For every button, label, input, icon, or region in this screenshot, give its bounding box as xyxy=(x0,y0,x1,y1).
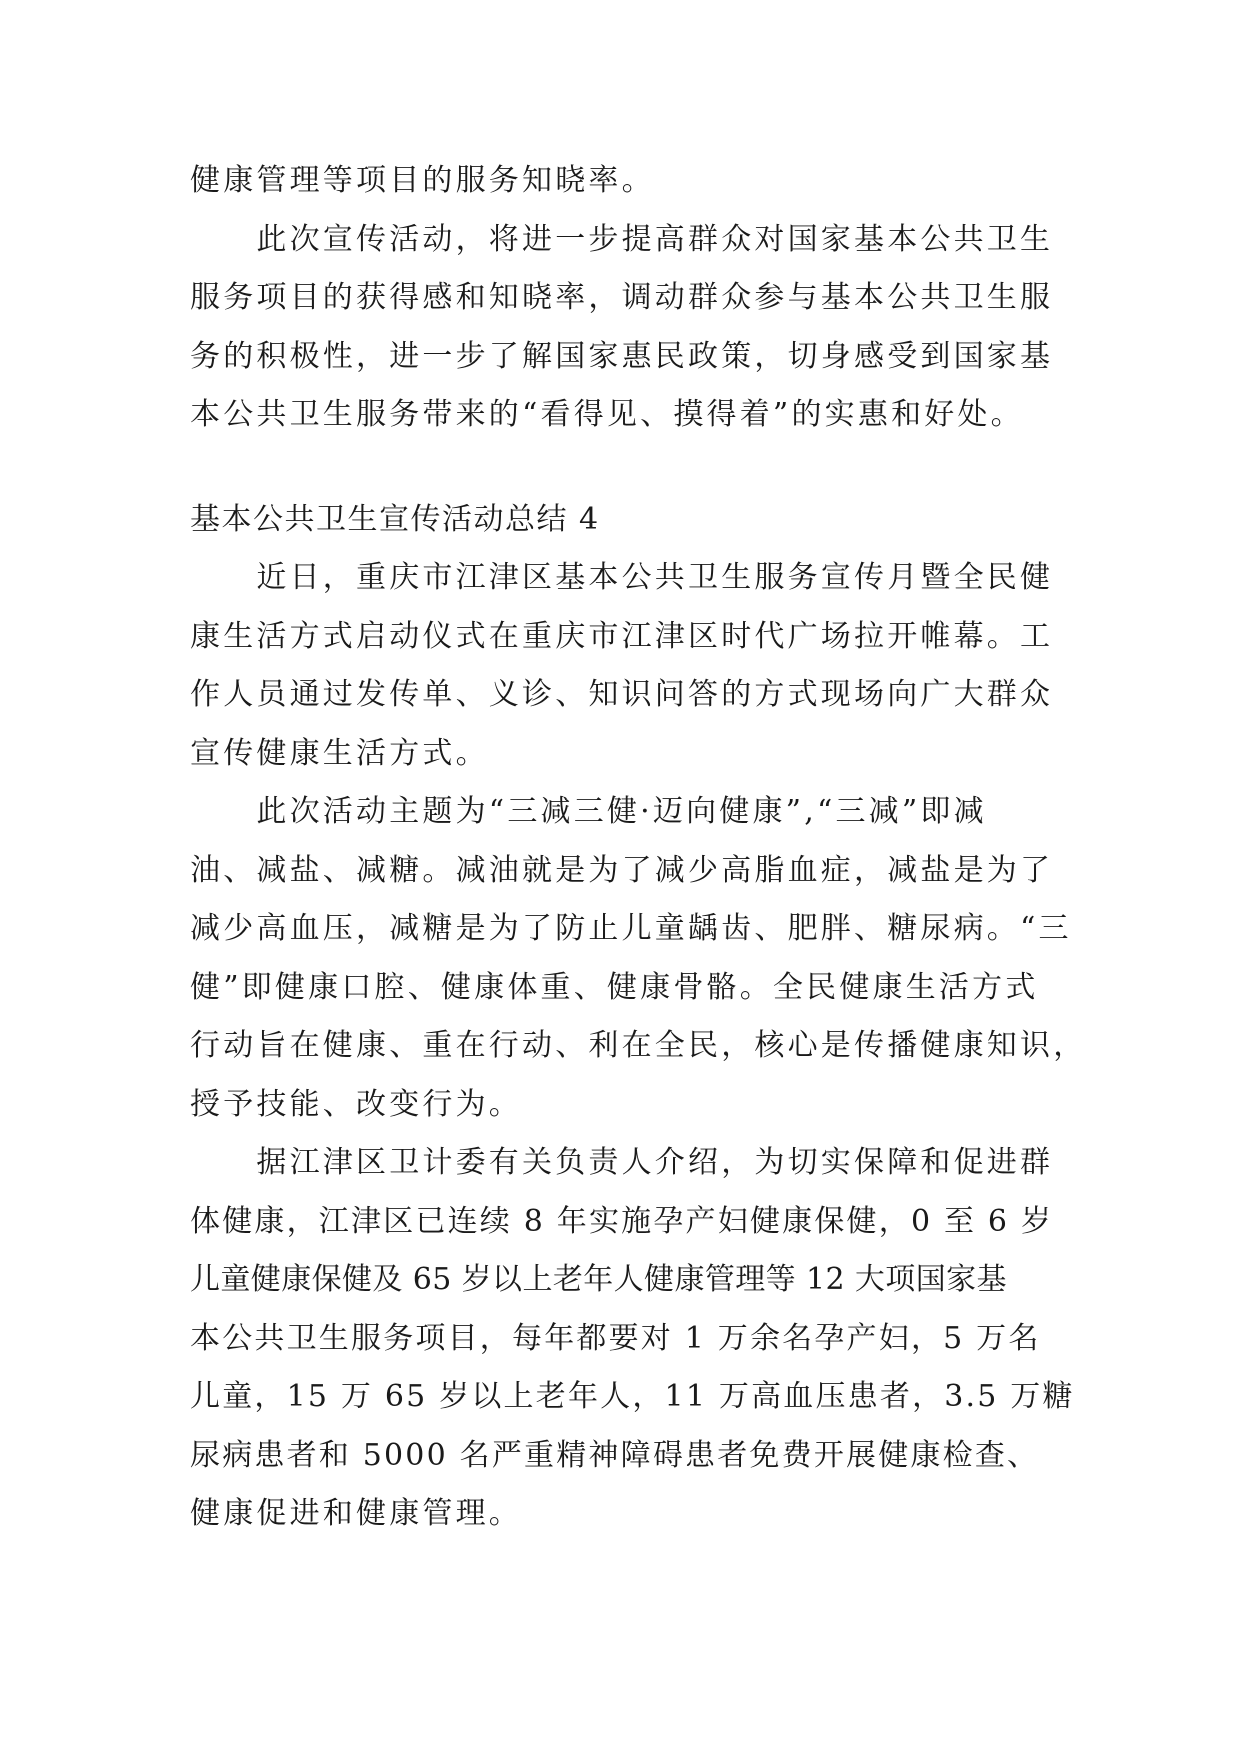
text-line: 作人员通过发传单、义诊、知识问答的方式现场向广大群众 xyxy=(190,677,1054,712)
text-line: 健康促进和健康管理。 xyxy=(190,1496,522,1531)
text-line: 减少高血压，减糖是为了防止儿童龋齿、肥胖、糖尿病。“三 xyxy=(190,911,1072,946)
text-line: 务的积极性，进一步了解国家惠民政策，切身感受到国家基 xyxy=(190,338,1054,374)
text-line: 服务项目的获得感和知晓率，调动群众参与基本公共卫生服 xyxy=(190,280,1054,315)
text-line: 康生活方式启动仪式在重庆市江津区时代广场拉开帷幕。工 xyxy=(190,618,1054,654)
text-line: 健”即健康口腔、健康体重、健康骨骼。全民健康生活方式 xyxy=(190,969,1039,1005)
text-line: 体健康，江津区已连续 8 年实施孕产妇健康保健，0 至 6 岁 xyxy=(190,1203,1054,1239)
text-line: 油、减盐、减糖。减油就是为了减少高脂血症，减盐是为了 xyxy=(190,852,1054,888)
text-line: 近日，重庆市江津区基本公共卫生服务宣传月暨全民健 xyxy=(190,560,1054,595)
text-line: 授予技能、改变行为。 xyxy=(190,1086,522,1122)
text-line: 尿病患者和 5000 名严重精神障碍患者免费开展健康检查、 xyxy=(190,1437,1040,1473)
section-heading: 基本公共卫生宣传活动总结 4 xyxy=(190,501,600,537)
document-page xyxy=(190,152,1087,1544)
text-line: 宣传健康生活方式。 xyxy=(190,735,489,771)
text-line: 儿童，15 万 65 岁以上老年人，11 万高血压患者，3.5 万糖 xyxy=(190,1379,1075,1414)
text-line: 此次宣传活动，将进一步提高群众对国家基本公共卫生 xyxy=(190,221,1054,257)
text-line: 据江津区卫计委有关负责人介绍，为切实保障和促进群 xyxy=(190,1145,1054,1180)
text-line: 本公共卫生服务项目，每年都要对 1 万余名孕产妇，5 万名 xyxy=(190,1320,1041,1356)
text-line: 健康管理等项目的服务知晓率。 xyxy=(190,163,655,198)
text-line: 行动旨在健康、重在行动、利在全民，核心是传播健康知识， xyxy=(190,1028,1087,1063)
text-line: 本公共卫生服务带来的“看得见、摸得着”的实惠和好处。 xyxy=(190,397,1024,432)
text-line: 儿童健康保健及 65 岁以上老年人健康管理等 12 大项国家基 xyxy=(190,1262,1007,1297)
text-line: 此次活动主题为“三减三健·迈向健康”,“三减”即减 xyxy=(190,794,987,829)
